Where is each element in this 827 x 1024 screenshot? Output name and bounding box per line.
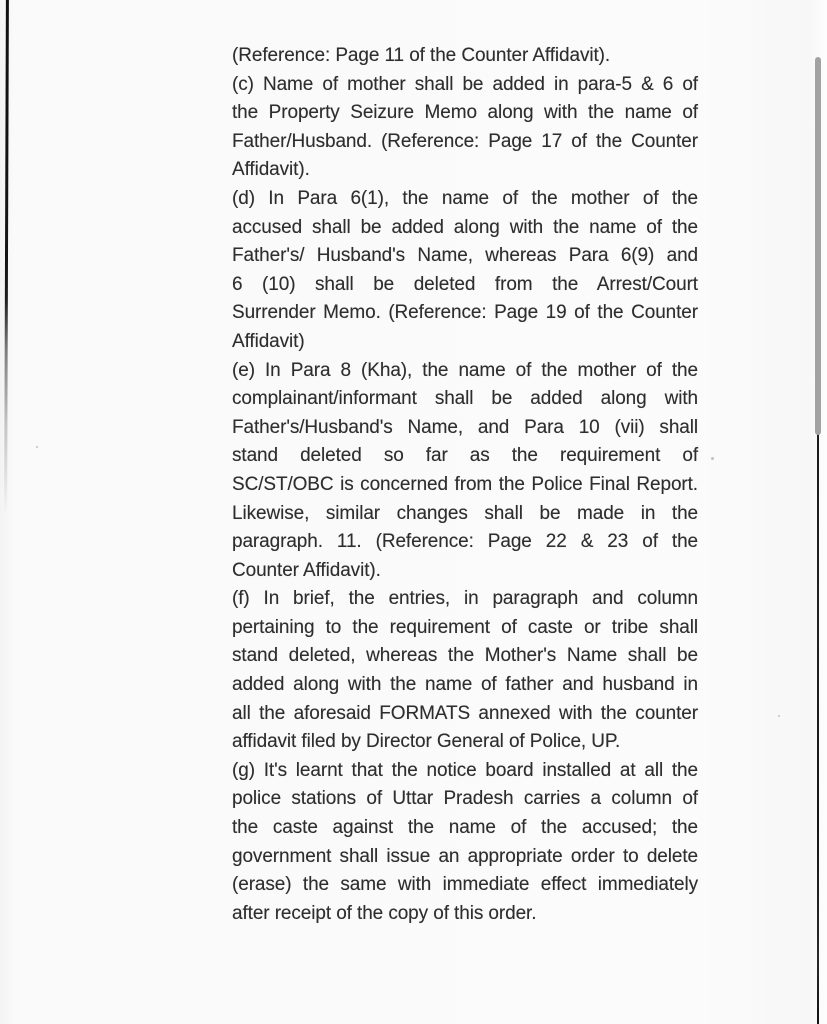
- text-line: stand deleted, whereas the Mother's Name shall be: [232, 645, 698, 667]
- text-line: after receipt of the copy of this order.: [232, 902, 537, 924]
- text-line: Counter Affidavit).: [232, 559, 381, 581]
- text-line: (f) In brief, the entries, in paragraph and column: [232, 588, 698, 610]
- text-line: Affidavit).: [232, 159, 310, 181]
- text-line: police stations of Uttar Pradesh carries a column of: [232, 788, 698, 810]
- text-line: the caste against the name of the accused; the: [232, 817, 698, 839]
- text-line: (erase) the same with immediate effect immediately: [232, 874, 698, 896]
- text-line: paragraph. 11. (Reference: Page 22 & 23 of the: [232, 531, 698, 553]
- paragraph-reference-intro: [232, 42, 698, 71]
- text-line: Affidavit): [232, 330, 305, 352]
- scan-speck: [778, 715, 780, 717]
- text-line: SC/ST/OBC is concerned from the Police Final Report.: [232, 473, 698, 495]
- text-line: 6 (10) shall be deleted from the Arrest/Court: [232, 273, 698, 295]
- left-scan-artifact-line: [4, 0, 8, 515]
- right-scan-artifact-line: [817, 358, 819, 1024]
- paragraph-clause-g: [232, 757, 698, 929]
- text-line: pertaining to the requirement of caste or tribe shall: [232, 616, 698, 638]
- paragraph-clause-f: [232, 585, 698, 757]
- scrollbar-thumb[interactable]: [815, 57, 821, 435]
- text-line: complainant/informant shall be added along with: [232, 388, 698, 410]
- text-line: (e) In Para 8 (Kha), the name of the mother of the: [232, 359, 698, 381]
- scan-speck: [711, 457, 714, 460]
- text-line: stand deleted so far as the requirement of: [232, 445, 698, 467]
- text-line: (c) Name of mother shall be added in para-5 & 6 of: [232, 73, 698, 95]
- text-line: Father's/ Husband's Name, whereas Para 6(9) and: [232, 245, 698, 267]
- text-line: Likewise, similar changes shall be made in the: [232, 502, 698, 524]
- text-line: the Property Seizure Memo along with the name of: [232, 102, 698, 124]
- text-line: (Reference: Page 11 of the Counter Affidavit).: [232, 45, 611, 66]
- text-line: Father/Husband. (Reference: Page 17 of the Counter: [232, 130, 698, 152]
- text-line: accused shall be added along with the name of the: [232, 216, 698, 238]
- text-line: affidavit filed by Director General of Police, UP.: [232, 731, 621, 753]
- text-line: Surrender Memo. (Reference: Page 19 of the Counter: [232, 302, 698, 324]
- paragraph-clause-c: [232, 71, 698, 185]
- text-line: added along with the name of father and husband in: [232, 674, 698, 696]
- paragraph-clause-e: [232, 357, 698, 586]
- text-line: Father's/Husband's Name, and Para 10 (vii) shall: [232, 416, 698, 438]
- text-line: (g) It's learnt that the notice board installed at all the: [232, 759, 698, 781]
- document-text: [232, 42, 698, 928]
- text-line: government shall issue an appropriate order to delete: [232, 845, 698, 867]
- scan-speck: [36, 446, 38, 448]
- text-line: (d) In Para 6(1), the name of the mother of the: [232, 187, 698, 209]
- paragraph-clause-d: [232, 185, 698, 357]
- text-line: all the aforesaid FORMATS annexed with the counter: [232, 702, 698, 724]
